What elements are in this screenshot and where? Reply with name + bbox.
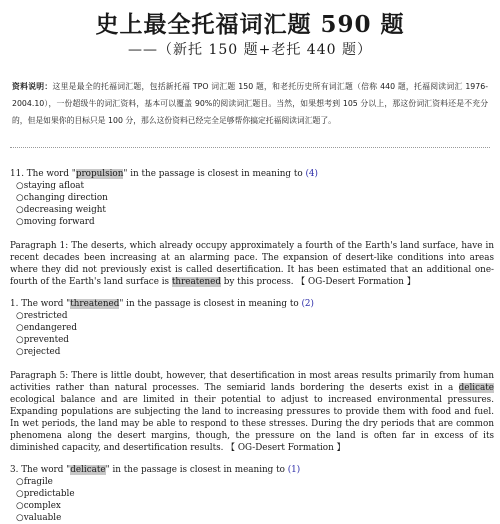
question-text: 11. The word " [10, 169, 76, 179]
paragraph-1: Paragraph 1: The deserts, which already occupy approximately a fourth of the Earth's land surface, have in recent decades been increasing at an alarming pace. The expansion of desert-like conditions into areas where they did not previously exist is called desertification. It has been estimated that an additional one-fourth of the Earth's land surface is threatened by this process. 【 OG-Desert Formation 】 [10, 241, 494, 287]
paragraph-5: Paragraph 5: There is little doubt, however, that desertification in most areas results primarily from human activities rather than natural processes. The semiarid lands bordering the deserts exist in a delicate ecological balance and are limited in their potential to adjust to increased environmental pressures. Expanding populations are subjecting the land to increasing pressures to provide them with food and fuel. In wet periods, the land may be able to respond to these stresses. During the dry periods that are common phenomena along the desert margins, though, the pressure on the land is often far in excess of its diminished capacity, and desertification results. 【 OG-Desert Formation 】 [10, 371, 494, 453]
answer-mark: (4) [305, 169, 318, 179]
question-word: propulsion [75, 169, 124, 179]
question-text: 1. The word " [10, 299, 71, 309]
resource-note [12, 78, 488, 129]
page-subtitle: ——（新托 150 题+老托 440 题） [128, 42, 372, 58]
option: ○fragile [16, 477, 53, 487]
option: ○complex [16, 501, 61, 511]
option: ○moving forward [16, 217, 95, 227]
question-word: delicate [70, 465, 106, 475]
question-text: " in the passage is closest in meaning to [119, 299, 302, 309]
question-2 [10, 298, 494, 310]
divider [10, 147, 490, 148]
question-text: " in the passage is closest in meaning to [123, 169, 306, 179]
option: ○prevented [16, 335, 69, 345]
page-title: 史上最全托福词汇题 590 题 [95, 11, 405, 38]
note-label: 资料说明： [12, 82, 53, 91]
question-text: " in the passage is closest in meaning to [105, 465, 288, 475]
answer-mark: (2) [301, 299, 314, 309]
option: ○decreasing weight [16, 205, 106, 215]
question-word: threatened [70, 299, 120, 309]
option: ○changing direction [16, 193, 108, 203]
option: ○predictable [16, 489, 75, 499]
question-3 [10, 464, 494, 476]
highlighted-word: delicate [458, 383, 494, 393]
option: ○restricted [16, 311, 68, 321]
question-1 [10, 168, 494, 180]
option: ○staying afloat [16, 181, 85, 191]
content [10, 158, 494, 524]
answer-mark: (1) [287, 465, 301, 475]
option: ○endangered [16, 323, 77, 333]
note-text: 这里是最全的托福词汇题，包括新托福 TPO 词汇题 150 题，和老托历史所有词汇题（倍称 440 题，托福阅读词汇 1976-2004.10），一份超级牛的词汇资料，基本可以覆盖 90%的阅读词汇题目。当然，如果想考到 105 分以上，那这份词汇资料还是不充分的，但是如果你的目标只是 100 分，那么这份资料已经完全足够帮你搞定托福阅读词汇题了。 [12, 82, 489, 125]
option: ○valuable [16, 513, 62, 523]
question-text: 3. The word " [10, 465, 71, 475]
option: ○rejected [16, 347, 61, 357]
highlighted-word: threatened [171, 277, 221, 287]
